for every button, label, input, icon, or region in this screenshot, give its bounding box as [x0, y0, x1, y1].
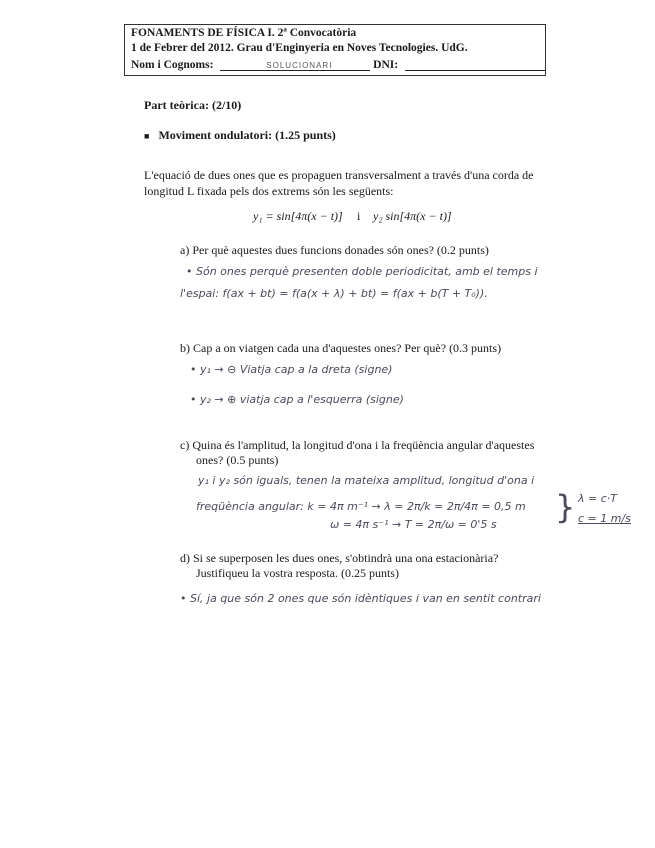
question-d-line-1: d) Si se superposen les dues ones, s'obtindrà una ona estacionària? — [180, 551, 499, 565]
question-d-line-2: Justifiqueu la vostra resposta. (0.25 punts) — [196, 566, 399, 580]
section-title: Part teòrica: (2/10) — [144, 98, 242, 112]
question-b: b) Cap a on viatgen cada una d'aquestes ones? Per què? (0.3 punts) — [180, 341, 502, 355]
name-blank — [220, 58, 370, 71]
equation-y1: y₁ = sin[4π(x − t)] — [253, 209, 343, 223]
name-label: Nom i Cognoms: — [131, 59, 214, 71]
answer-c-line-2: freqüència angular: k = 4π m⁻¹ → λ = 2π/k = 2π/4π = 0,5 m — [196, 500, 526, 513]
equation-y2: y₂ sin[4π(x − t)] — [373, 209, 452, 223]
answer-a-line-2: l'espai: f(ax + bt) = f(a(x + λ) + bt) = f(ax + b(T + T₀)). — [180, 287, 488, 300]
name-stamp: SOLUCIONARI — [266, 61, 333, 70]
answer-a-line-1: • Són ones perquè presenten doble periodicitat, amb el temps i — [186, 265, 538, 278]
equation-sep: i — [357, 209, 361, 223]
name-dni-line — [131, 58, 545, 71]
question-c-line-1: c) Quina és l'amplitud, la longitud d'ona i la freqüència angular d'aquestes — [180, 438, 535, 452]
answer-c-note-2: c = 1 m/s — [578, 512, 631, 525]
exam-title: FONAMENTS DE FÍSICA I. 2ª Convocatòria — [131, 27, 357, 39]
bullet-icon: ■ — [144, 131, 150, 141]
answer-b-line-1: • y₁ → ⊖ Viatja cap a la dreta (signe) — [190, 363, 393, 376]
answer-c-note-1: λ = c·T — [578, 492, 617, 505]
answer-d-line-1: • Sí, ja que són 2 ones que són idèntiques i van en sentit contrari — [180, 592, 541, 605]
answer-c-line-1: y₁ i y₂ són iguals, tenen la mateixa amplitud, longitud d'ona i — [198, 474, 535, 487]
dni-blank — [405, 58, 545, 71]
intro-line-2: longitud L fixada pels dos extrems són les següents: — [144, 184, 394, 198]
answer-b-line-2: • y₂ → ⊕ viatja cap a l'esquerra (signe) — [190, 393, 404, 406]
question-c-line-2: ones? (0.5 punts) — [196, 453, 279, 467]
dni-label: DNI: — [373, 59, 399, 71]
answer-c-line-3: ω = 4π s⁻¹ → T = 2π/ω = 0'5 s — [330, 518, 497, 531]
brace-icon: } — [555, 488, 576, 526]
intro-line-1: L'equació de dues ones que es propaguen transversalment a través d'una corda de — [144, 168, 534, 182]
exam-date-line: 1 de Febrer del 2012. Grau d'Enginyeria en Noves Tecnologies. UdG. — [131, 42, 468, 54]
question-a: a) Per què aquestes dues funcions donades són ones? (0.2 punts) — [180, 243, 489, 257]
topic-text: Moviment ondulatori: (1.25 punts) — [158, 128, 336, 142]
topic-title — [144, 128, 336, 143]
